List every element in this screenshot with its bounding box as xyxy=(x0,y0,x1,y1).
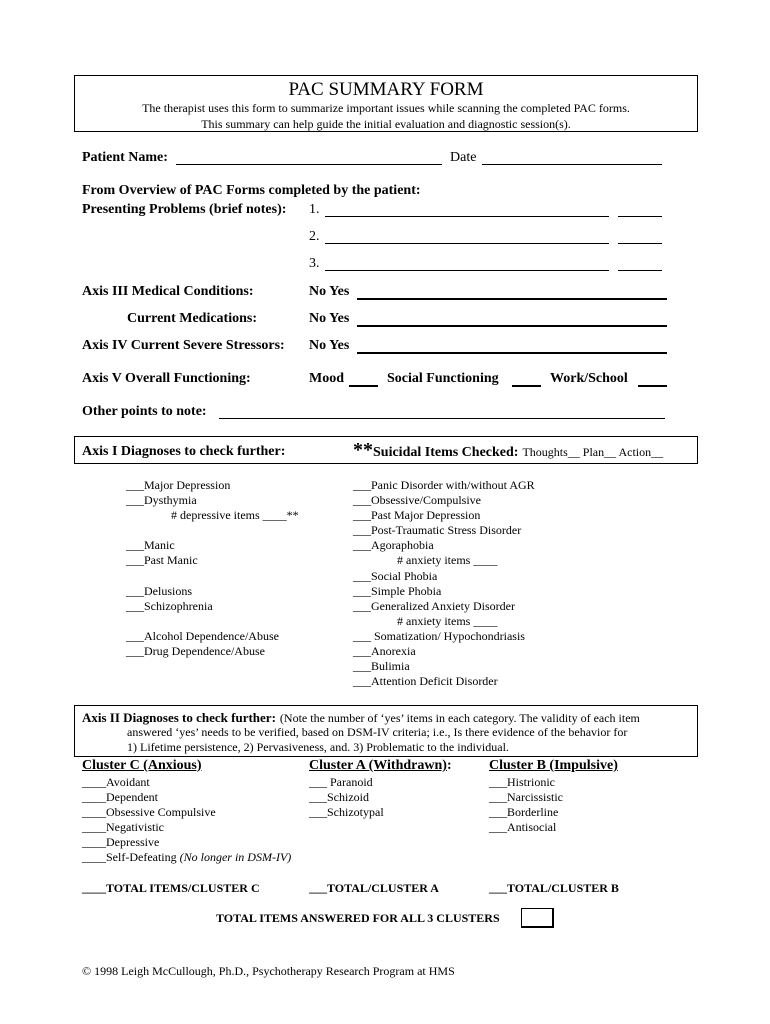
list-item[interactable]: ____Dependent xyxy=(82,790,158,805)
cluster-a-heading xyxy=(309,758,452,774)
self-defeating-note: (No longer in DSM-IV) xyxy=(179,850,292,865)
mood-field[interactable] xyxy=(349,385,378,387)
current-medications-label: Current Medications: xyxy=(127,311,257,326)
list-item[interactable]: ___Histrionic xyxy=(489,775,555,789)
suicidal-stars: ** xyxy=(353,439,373,461)
list-spacer xyxy=(126,569,299,584)
axis2-note-3: 1) Lifetime persistence, 2) Pervasiveness, and. 3) Problematic to the individual. xyxy=(127,740,509,754)
cluster-c-list xyxy=(82,775,291,866)
other-points-field[interactable] xyxy=(219,418,665,419)
list-item[interactable]: ___Obsessive/Compulsive xyxy=(353,493,481,508)
list-item[interactable]: ____Obsessive Compulsive xyxy=(82,805,216,820)
overview-heading: From Overview of PAC Forms completed by the patient: xyxy=(82,183,421,198)
list-item[interactable]: ___Alcohol Dependence/Abuse xyxy=(126,628,279,643)
list-item[interactable]: ___Drug Dependence/Abuse xyxy=(126,644,265,659)
list-item[interactable]: ___Borderline xyxy=(489,805,559,820)
list-item[interactable]: ____Depressive xyxy=(82,835,160,850)
list-item[interactable] xyxy=(82,850,291,865)
list-item[interactable]: ___Bulimia xyxy=(353,659,410,674)
axis2-heading: Axis II Diagnoses to check further: xyxy=(82,710,276,725)
cluster-a-total[interactable]: ___TOTAL/CLUSTER A xyxy=(309,881,439,895)
axis2-note-1: (Note the number of ‘yes’ items in each category. The validity of each item xyxy=(279,711,640,725)
social-functioning-label: Social Functioning xyxy=(387,371,499,386)
list-item[interactable]: ___Panic Disorder with/without AGR xyxy=(353,478,535,492)
self-defeating-label: ____Self-Defeating xyxy=(82,850,177,865)
list-item[interactable]: # depressive items ____** xyxy=(171,508,299,523)
list-item[interactable]: ___Past Major Depression xyxy=(353,508,481,523)
other-points-label: Other points to note: xyxy=(82,404,207,419)
suicidal-items-row xyxy=(353,439,663,462)
axis4-no-yes[interactable]: No Yes xyxy=(309,338,350,353)
axis3-label: Axis III Medical Conditions: xyxy=(82,284,254,299)
social-functioning-field[interactable] xyxy=(512,385,541,387)
date-label: Date xyxy=(450,150,477,165)
axis4-field[interactable] xyxy=(357,352,667,354)
cluster-a-colon: : xyxy=(446,758,452,773)
cluster-a-title: Cluster A (Withdrawn) xyxy=(309,758,447,773)
axis1-right-list xyxy=(353,478,535,689)
list-item[interactable]: ___Attention Deficit Disorder xyxy=(353,674,498,689)
list-item[interactable]: ___Post-Traumatic Stress Disorder xyxy=(353,523,522,538)
problem-field-3[interactable] xyxy=(325,270,609,271)
problem-number-2: 2. xyxy=(309,229,320,244)
axis1-left-list xyxy=(126,478,299,659)
cluster-b-list xyxy=(489,775,563,835)
axis5-label: Axis V Overall Functioning: xyxy=(82,371,251,386)
header-instructions-1: The therapist uses this form to summarize important issues while scanning the completed PAC forms. xyxy=(142,101,630,115)
list-item[interactable]: ___ Paranoid xyxy=(309,775,373,789)
list-item[interactable]: ___Simple Phobia xyxy=(353,583,442,598)
list-item[interactable]: ___Agoraphobia xyxy=(353,538,434,553)
presenting-problems-label: Presenting Problems (brief notes): xyxy=(82,202,287,217)
problem-rating-3[interactable] xyxy=(618,270,662,271)
patient-name-field[interactable] xyxy=(176,164,442,165)
list-item[interactable]: # anxiety items ____ xyxy=(397,613,498,628)
problem-field-2[interactable] xyxy=(325,243,609,244)
list-item[interactable]: ___Narcissistic xyxy=(489,790,563,805)
medications-field[interactable] xyxy=(357,325,667,327)
axis2-note-2: answered ‘yes’ needs to be verified, based on DSM-IV criteria; i.e., Is there evidence of the behavior for xyxy=(127,725,628,739)
work-school-field[interactable] xyxy=(638,385,667,387)
list-item[interactable]: ___Past Manic xyxy=(126,553,198,568)
problem-number-3: 3. xyxy=(309,256,320,271)
problem-rating-2[interactable] xyxy=(618,243,662,244)
list-item[interactable]: ___Anorexia xyxy=(353,644,416,659)
work-school-label: Work/School xyxy=(550,371,628,386)
axis3-no-yes[interactable]: No Yes xyxy=(309,284,350,299)
copyright-footer: © 1998 Leigh McCullough, Ph.D., Psychotherapy Research Program at HMS xyxy=(82,964,455,978)
list-item[interactable]: ___Generalized Anxiety Disorder xyxy=(353,598,515,613)
axis1-heading: Axis I Diagnoses to check further: xyxy=(82,444,286,459)
list-item[interactable]: ___Major Depression xyxy=(126,478,231,492)
form-title: PAC SUMMARY FORM xyxy=(288,79,484,100)
suicidal-options[interactable]: Thoughts__ Plan__ Action__ xyxy=(522,445,664,459)
axis4-label: Axis IV Current Severe Stressors: xyxy=(82,338,285,353)
list-item[interactable]: ___Social Phobia xyxy=(353,568,438,583)
list-spacer xyxy=(126,614,299,629)
list-item[interactable]: ___Delusions xyxy=(126,583,192,598)
date-field[interactable] xyxy=(482,164,662,165)
list-item[interactable]: ____Avoidant xyxy=(82,775,150,789)
grand-total-box[interactable] xyxy=(521,908,554,928)
list-item[interactable]: ___Schizophrenia xyxy=(126,598,213,613)
cluster-b-total[interactable]: ___TOTAL/CLUSTER B xyxy=(489,881,619,895)
cluster-a-list xyxy=(309,775,384,820)
cluster-c-title: Cluster C (Anxious) xyxy=(82,758,202,773)
mood-label: Mood xyxy=(309,371,344,386)
cluster-c-total[interactable]: ____TOTAL ITEMS/CLUSTER C xyxy=(82,881,260,895)
list-item[interactable]: ___Antisocial xyxy=(489,820,557,835)
list-item[interactable]: ___Schizotypal xyxy=(309,805,384,820)
list-item[interactable]: # anxiety items ____ xyxy=(397,553,498,568)
list-spacer xyxy=(126,523,299,538)
medications-no-yes[interactable]: No Yes xyxy=(309,311,350,326)
problem-rating-1[interactable] xyxy=(618,216,662,217)
grand-total-label: TOTAL ITEMS ANSWERED FOR ALL 3 CLUSTERS xyxy=(216,911,500,925)
list-item[interactable]: ___ Somatization/ Hypochondriasis xyxy=(353,628,525,643)
suicidal-items-label: Suicidal Items Checked: xyxy=(373,445,519,460)
list-item[interactable]: ___Manic xyxy=(126,538,175,553)
header-instructions-2: This summary can help guide the initial evaluation and diagnostic session(s). xyxy=(201,117,571,131)
cluster-b-title: Cluster B (Impulsive) xyxy=(489,758,618,773)
problem-number-1: 1. xyxy=(309,202,320,217)
axis3-field[interactable] xyxy=(357,298,667,300)
problem-field-1[interactable] xyxy=(325,216,609,217)
list-item[interactable]: ____Negativistic xyxy=(82,820,164,835)
list-item[interactable]: ___Schizoid xyxy=(309,790,369,805)
list-item[interactable]: ___Dysthymia xyxy=(126,493,197,508)
patient-name-label: Patient Name: xyxy=(82,150,168,165)
